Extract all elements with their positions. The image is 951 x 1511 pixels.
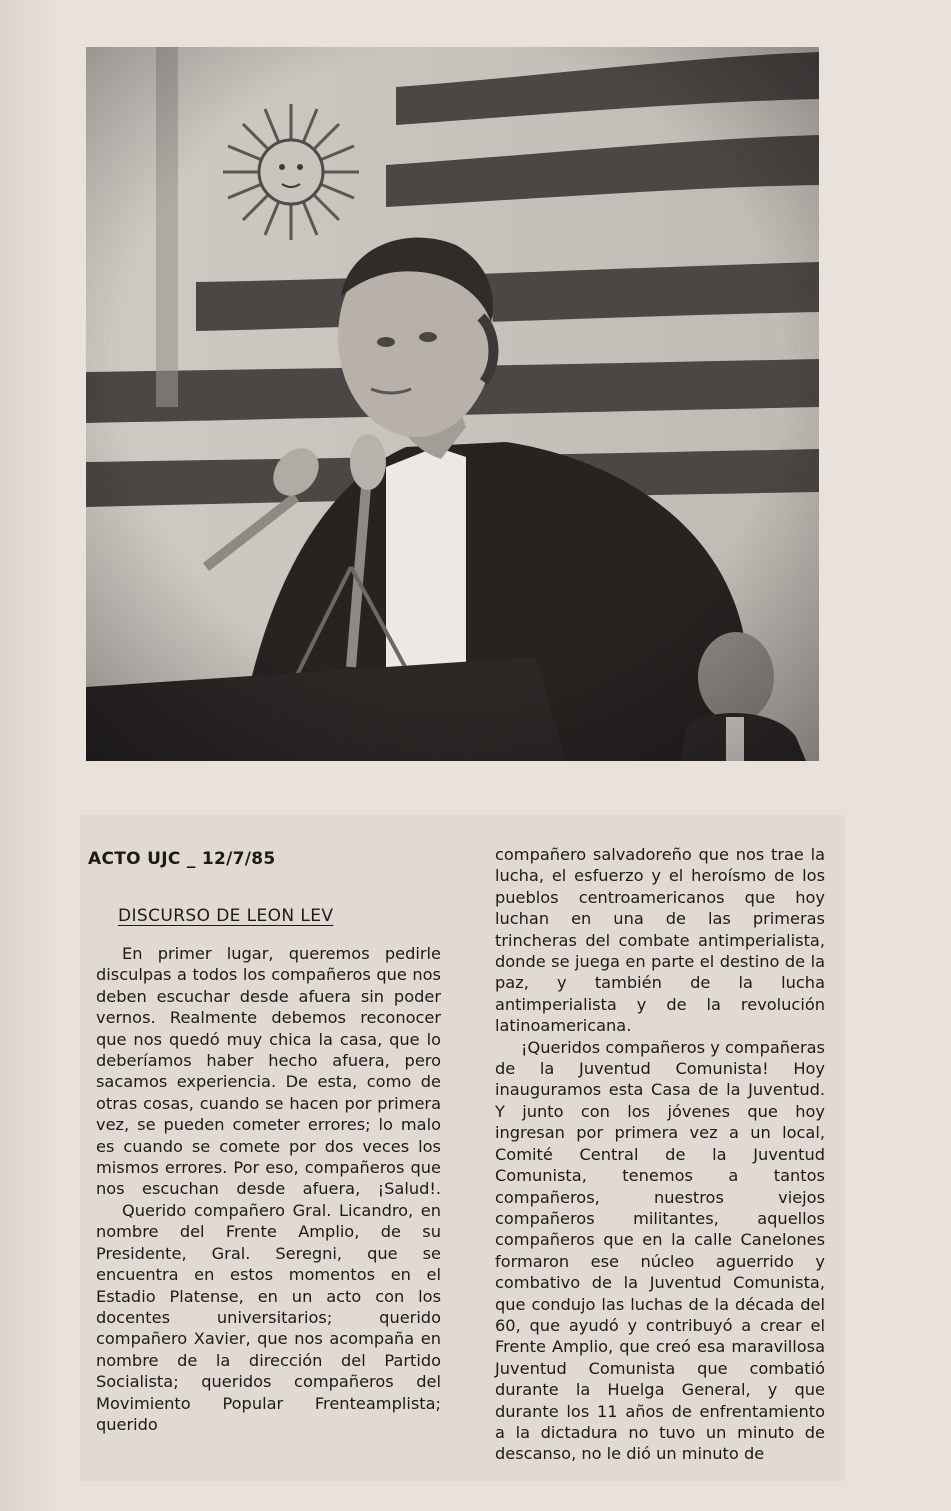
speaker-photo	[86, 47, 819, 761]
event-header: ACTO UJC _ 12/7/85	[88, 849, 276, 869]
article-headline: DISCURSO DE LEON LEV	[118, 906, 334, 926]
paragraph-left-2: Querido compañero Gral. Licandro, en nombre del Frente Amplio, de su Presidente, Gral. Seregni, que se encuentra en estos momentos en el Estadio Platense, en un acto con los docentes universitarios; querido compañero Xavier, que nos acompaña en nombre de la dirección del Partido Socialista; queridos compañeros del Movimiento Popular Frenteamplista; querido	[96, 1200, 441, 1434]
paragraph-right-2: ¡Queridos compañeros y compañeras de la Juventud Comunista! Hoy inauguramos esta Casa de la Juventud. Y junto con los jóvenes que hoy ingresan por primera vez a un local, Comité Central de la Juventud Comunista, tenemos a tantos compañeros, nuestros viejos compañeros militantes, aquellos compañeros que en la calle Canelones formaron ese núcleo aguerrido y combativo de la Juventud Comunista, que condujo las luchas de la década del 60, que ayudó y contribuyó a crear el Frente Amplio, que creó esa maravillosa Juventud Comunista que combatió durante la Huelga General, y que durante los 11 años de enfrentamiento a la dictadura no tuvo un minuto de descanso, no le dió un minuto de	[495, 1037, 825, 1464]
paragraph-right-1: compañero salvadoreño que nos trae la lucha, el esfuerzo y el heroísmo de los pueblos centroamericanos que hoy luchan en una de las primeras trincheras del combate antimperialista, donde se juega en parte el destino de la paz, y también de la lucha antimperialista y de la revolución latinoamericana.	[495, 845, 825, 1036]
page-fold-shadow	[0, 0, 60, 1511]
paragraph-left-1: En primer lugar, queremos pedirle disculpas a todos los compañeros que nos deben escuchar desde afuera sin poder vernos. Realmente debemos reconocer que nos quedó muy chica la casa, que lo deberíamos haber hecho afuera, pero sacamos experiencia. De esta, como de otras cosas, cuando se hacen por primera vez, se pueden cometer errores; lo malo es cuando se comete por dos veces los mismos errores. Por eso, compañeros que nos escuchan desde afuera, ¡Salud!.	[96, 944, 441, 1199]
article-block	[80, 815, 845, 1481]
